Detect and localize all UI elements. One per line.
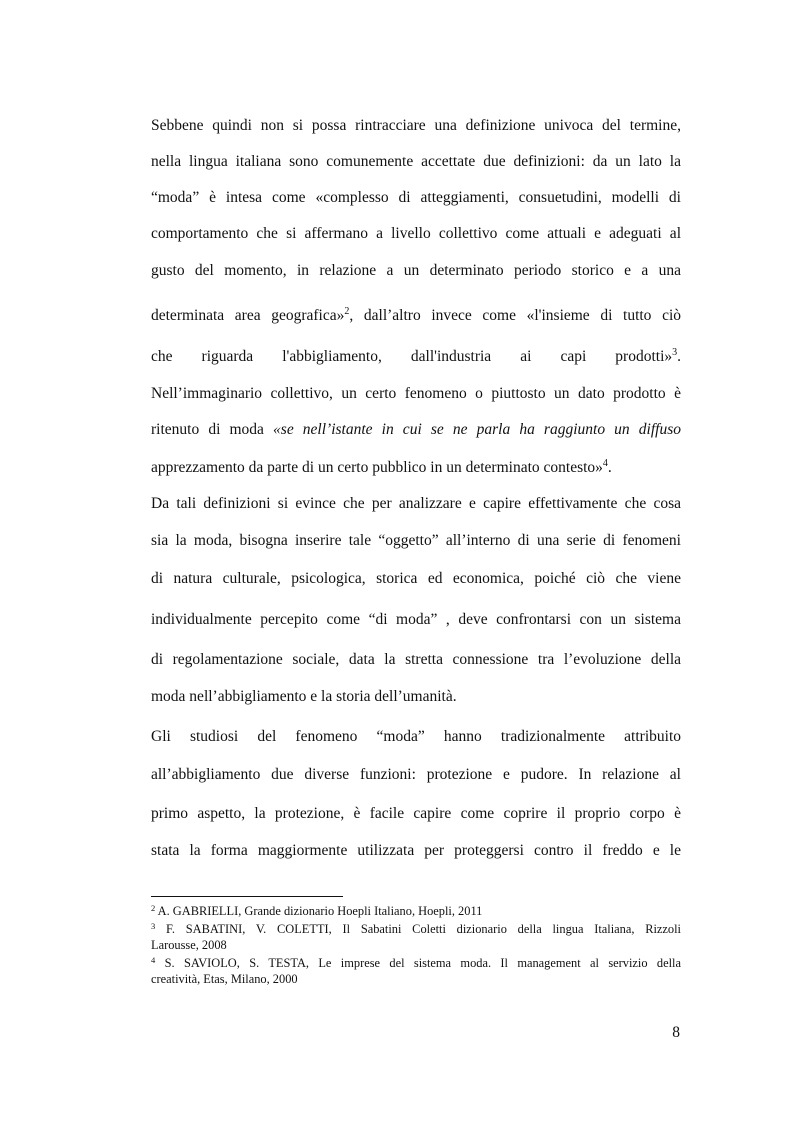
text-line bbox=[151, 188, 681, 208]
text-line bbox=[151, 841, 681, 861]
text-segment: “moda” è intesa come «complesso di atteggiamenti, consuetudini, modelli di bbox=[151, 189, 681, 206]
text-segment: Da tali definizioni si evince che per analizzare e capire effettivamente che cosa bbox=[151, 495, 681, 512]
text-line bbox=[151, 347, 681, 367]
footnote-ref: 2 bbox=[151, 903, 156, 913]
text-segment: gusto del momento, in relazione a un determinato periodo storico e a una bbox=[151, 262, 681, 279]
footnote-line bbox=[151, 903, 681, 919]
footnote-line bbox=[151, 971, 681, 987]
text-segment: primo aspetto, la protezione, è facile capire come coprire il proprio corpo è bbox=[151, 805, 681, 822]
text-line bbox=[151, 458, 681, 478]
text-line bbox=[151, 224, 681, 244]
text-segment: A. GABRIELLI, Grande dizionario Hoepli Italiano, Hoepli, 2011 bbox=[155, 904, 483, 918]
text-segment: . bbox=[607, 459, 612, 476]
text-segment: nella lingua italiana sono comunemente accettate due definizioni: da un lato la bbox=[151, 153, 681, 170]
text-segment: determinata area geografica» bbox=[151, 307, 345, 324]
text-line bbox=[151, 384, 681, 404]
text-segment: sia la moda, bisogna inserire tale “oggetto” all’interno di una serie di fenomeni bbox=[151, 532, 681, 549]
text-line bbox=[151, 494, 681, 514]
text-segment: S. SAVIOLO, S. TESTA, Le imprese del sistema moda. Il management al servizio della bbox=[155, 956, 681, 970]
text-segment: Gli studiosi del fenomeno “moda” hanno tradizionalmente attribuito bbox=[151, 728, 681, 745]
text-segment: , dall’altro invece come «l'insieme di tutto ciò bbox=[349, 307, 682, 324]
footnote-ref: 4 bbox=[151, 955, 156, 965]
quote-italic: «se nell’istante in cui se ne parla ha raggiunto un diffuso bbox=[273, 421, 681, 438]
text-segment: di regolamentazione sociale, data la stretta connessione tra l’evoluzione della bbox=[151, 651, 681, 668]
text-segment: creatività, Etas, Milano, 2000 bbox=[151, 972, 298, 986]
text-line bbox=[151, 727, 681, 747]
text-segment: ritenuto di moda bbox=[151, 421, 274, 438]
text-line bbox=[151, 687, 681, 707]
text-line bbox=[151, 420, 681, 440]
text-line bbox=[151, 569, 681, 589]
text-segment: individualmente percepito come “di moda” , deve confrontarsi con un sistema bbox=[151, 611, 681, 628]
footnote-ref: 4 bbox=[602, 458, 608, 469]
text-line bbox=[151, 765, 681, 785]
text-line bbox=[151, 531, 681, 551]
text-line bbox=[151, 650, 681, 670]
footnote-separator bbox=[151, 896, 343, 897]
page-number: 8 bbox=[672, 1024, 680, 1041]
text-segment: comportamento che si affermano a livello collettivo come attuali e adeguati al bbox=[151, 225, 681, 242]
text-segment: di natura culturale, psicologica, storica ed economica, poiché ciò che viene bbox=[151, 570, 681, 587]
text-segment: che riguarda l'abbigliamento, dall'industria ai capi prodotti» bbox=[151, 348, 673, 365]
text-line bbox=[151, 116, 681, 136]
text-segment: Sebbene quindi non si possa rintracciare una definizione univoca del termine, bbox=[151, 117, 681, 134]
text-segment: apprezzamento da parte di un certo pubblico in un determinato contesto» bbox=[151, 459, 603, 476]
footnote-line bbox=[151, 921, 681, 937]
footnote-line bbox=[151, 955, 681, 971]
text-segment: Larousse, 2008 bbox=[151, 938, 227, 952]
footnote-ref: 3 bbox=[672, 347, 678, 358]
text-segment: stata la forma maggiormente utilizzata per proteggersi contro il freddo e le bbox=[151, 842, 681, 859]
text-line bbox=[151, 152, 681, 172]
text-segment: . bbox=[677, 348, 681, 365]
text-segment: F. SABATINI, V. COLETTI, Il Sabatini Coletti dizionario della lingua Italiana, Rizzoli bbox=[155, 922, 681, 936]
text-line bbox=[151, 610, 681, 630]
text-segment: Nell’immaginario collettivo, un certo fenomeno o piuttosto un dato prodotto è bbox=[151, 385, 681, 402]
text-line bbox=[151, 261, 681, 281]
text-segment: all’abbigliamento due diverse funzioni: protezione e pudore. In relazione al bbox=[151, 766, 681, 783]
footnote-line bbox=[151, 937, 681, 953]
footnote-ref: 2 bbox=[344, 306, 350, 317]
text-segment: moda nell’abbigliamento e la storia dell’umanità. bbox=[151, 688, 457, 705]
text-line bbox=[151, 306, 681, 326]
footnote-ref: 3 bbox=[151, 921, 156, 931]
text-line bbox=[151, 804, 681, 824]
